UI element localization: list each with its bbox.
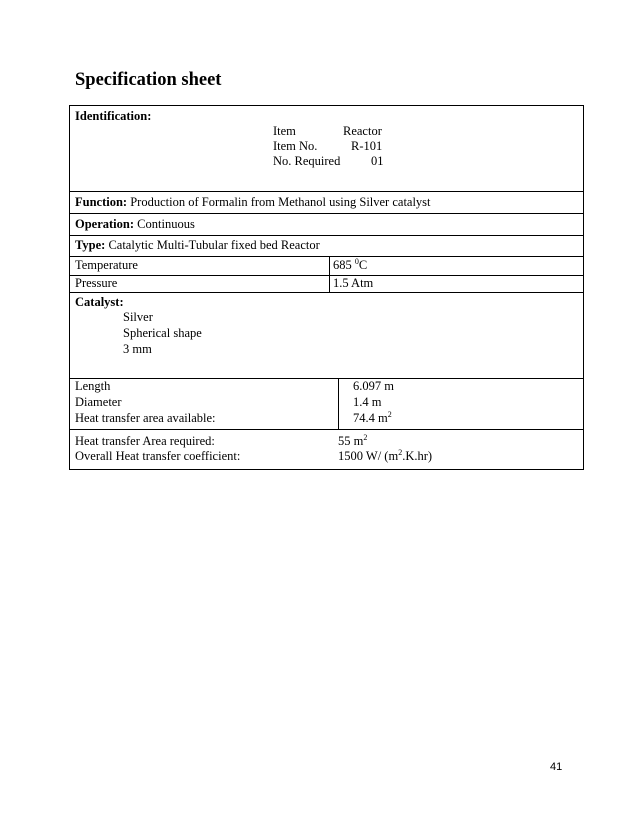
area-required-superscript: 2 [363, 432, 368, 442]
type-value: Catalytic Multi-Tubular fixed bed Reactor [108, 238, 320, 252]
id-itemno-label: Item No. [273, 139, 318, 153]
diameter-value: 1.4 m [353, 395, 382, 409]
column-divider [329, 256, 330, 292]
id-required-value: 01 [371, 154, 384, 168]
row-divider [70, 292, 583, 293]
row-divider [70, 429, 583, 430]
id-itemno-value: R-101 [351, 139, 383, 153]
length-label: Length [75, 379, 111, 393]
area-required-label: Heat transfer Area required: [75, 434, 215, 448]
area-available-superscript: 2 [387, 409, 392, 419]
area-required-value [338, 434, 367, 449]
coefficient-number: 1500 W/ (m [338, 449, 399, 463]
row-divider [70, 191, 583, 192]
function-row [75, 195, 431, 210]
operation-row [75, 217, 195, 232]
id-item-label: Item [273, 124, 296, 138]
coefficient-value [338, 449, 432, 464]
diameter-label: Diameter [75, 395, 122, 409]
pressure-label: Pressure [75, 276, 118, 290]
identification-heading: Identification: [75, 109, 152, 123]
temperature-number: 685 [333, 258, 352, 272]
area-available-value [353, 411, 392, 426]
pressure-value: 1.5 Atm [333, 276, 374, 290]
area-available-number: 74.4 m [353, 411, 388, 425]
row-divider [70, 275, 583, 276]
operation-value: Continuous [137, 217, 195, 231]
id-required-label: No. Required [273, 154, 341, 168]
function-label: Function: [75, 195, 128, 209]
area-available-label: Heat transfer area available: [75, 411, 216, 425]
temperature-value [333, 258, 367, 273]
operation-label: Operation: [75, 217, 135, 231]
coefficient-superscript: 2 [398, 447, 403, 457]
catalyst-heading: Catalyst: [75, 295, 124, 309]
row-divider [70, 213, 583, 214]
page-title: Specification sheet [75, 70, 222, 90]
length-value: 6.097 m [353, 379, 394, 393]
column-divider [338, 378, 339, 429]
specification-table [69, 105, 584, 470]
coefficient-unit: .K.hr) [402, 449, 433, 463]
type-label: Type: [75, 238, 106, 252]
page-number: 41 [550, 761, 563, 773]
row-divider [70, 235, 583, 236]
area-required-number: 55 m [338, 434, 364, 448]
catalyst-item: 3 mm [123, 342, 152, 356]
row-divider [70, 256, 583, 257]
temperature-superscript: 0 [354, 256, 359, 266]
temperature-unit: C [358, 258, 368, 272]
type-row [75, 238, 320, 253]
row-divider [70, 378, 583, 379]
catalyst-item: Silver [123, 310, 153, 324]
coefficient-label: Overall Heat transfer coefficient: [75, 449, 241, 463]
id-item-value: Reactor [343, 124, 382, 138]
function-value: Production of Formalin from Methanol using Silver catalyst [130, 195, 431, 209]
temperature-label: Temperature [75, 258, 138, 272]
catalyst-item: Spherical shape [123, 326, 202, 340]
